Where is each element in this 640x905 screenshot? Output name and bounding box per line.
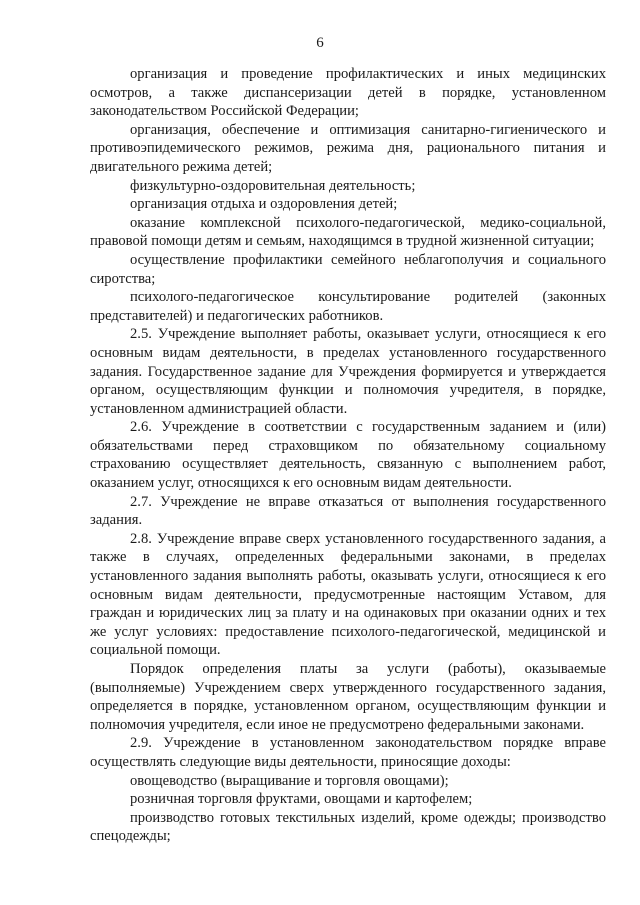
page-number: 6	[316, 35, 324, 51]
list-item-comprehensive-help: оказание комплексной психолого-педагогической, медико-социальной, правовой помощи детям и семьям, находящимся в трудной жизненной ситуации;	[90, 214, 606, 250]
list-item-vegetable-growing: овощеводство (выращивание и торговля овощами);	[130, 772, 449, 789]
list-item-prevention: осуществление профилактики семейного неблагополучия и социального сиротства;	[90, 251, 606, 287]
document-body	[90, 65, 606, 846]
list-item-physical-activity: физкультурно-оздоровительная деятельность;	[130, 177, 416, 194]
list-item-retail-trade: розничная торговля фруктами, овощами и картофелем;	[130, 791, 473, 808]
clause-payment-order: Порядок определения платы за услуги (работы), оказываемые (выполняемые) Учреждением сверх утвержденного государственного задания, определяется в порядке, установленном органом, осуществляющим функции и полномочия учредителя, если иное не предусмотрено федеральными законами.	[90, 661, 606, 733]
clause-2-8: 2.8. Учреждение вправе сверх установленного государственного задания, а также в случаях, определенных федеральными законами, в пределах установленного задания выполнять работы, оказывать услуги, относящиеся к его основным видам деятельности, предусмотренные настоящим Уставом, для граждан и юридических лиц за плату и на одинаковых при оказании одних и тех же услуг условиях: предоставление психолого-педагогической, медицинской и социальной помощи.	[90, 530, 606, 659]
list-item-sanitary-regime: организация, обеспечение и оптимизация санитарно-гигиенического и противоэпидемического режимов, режима дня, рационального питания и двигательного режима детей;	[90, 121, 606, 175]
list-item-recreation: организация отдыха и оздоровления детей;	[130, 196, 398, 213]
clause-2-7: 2.7. Учреждение не вправе отказаться от выполнения государственного задания.	[90, 493, 606, 529]
list-item-textile-production: производство готовых текстильных изделий, кроме одежды; производство спецодежды;	[90, 809, 606, 845]
clause-2-9: 2.9. Учреждение в установленном законодательством порядке вправе осуществлять следующие виды деятельности, приносящие доходы:	[90, 735, 606, 770]
list-item-medical-checkups: организация и проведение профилактических и иных медицинских осмотров, а также диспансеризации детей в порядке, установленном законодательством Российской Федерации;	[90, 66, 606, 120]
list-item-consulting: психолого-педагогическое консультирование родителей (законных представителей) и педагогических работников.	[90, 289, 606, 324]
clause-2-5: 2.5. Учреждение выполняет работы, оказывает услуги, относящиеся к его основным видам деятельности, в пределах установленного государственного задания. Государственное задание для Учреждения формируется и утверждается органом, осуществляющим функции и полномочия учредителя, в порядке, установленном администрацией области.	[90, 326, 606, 417]
clause-2-6: 2.6. Учреждение в соответствии с государственным заданием и (или) обязательствами перед страховщиком по обязательному социальному страхованию осуществляет деятельность, связанную с выполнением работ, оказанием услуг, относящихся к его основным видам деятельности.	[90, 419, 606, 492]
